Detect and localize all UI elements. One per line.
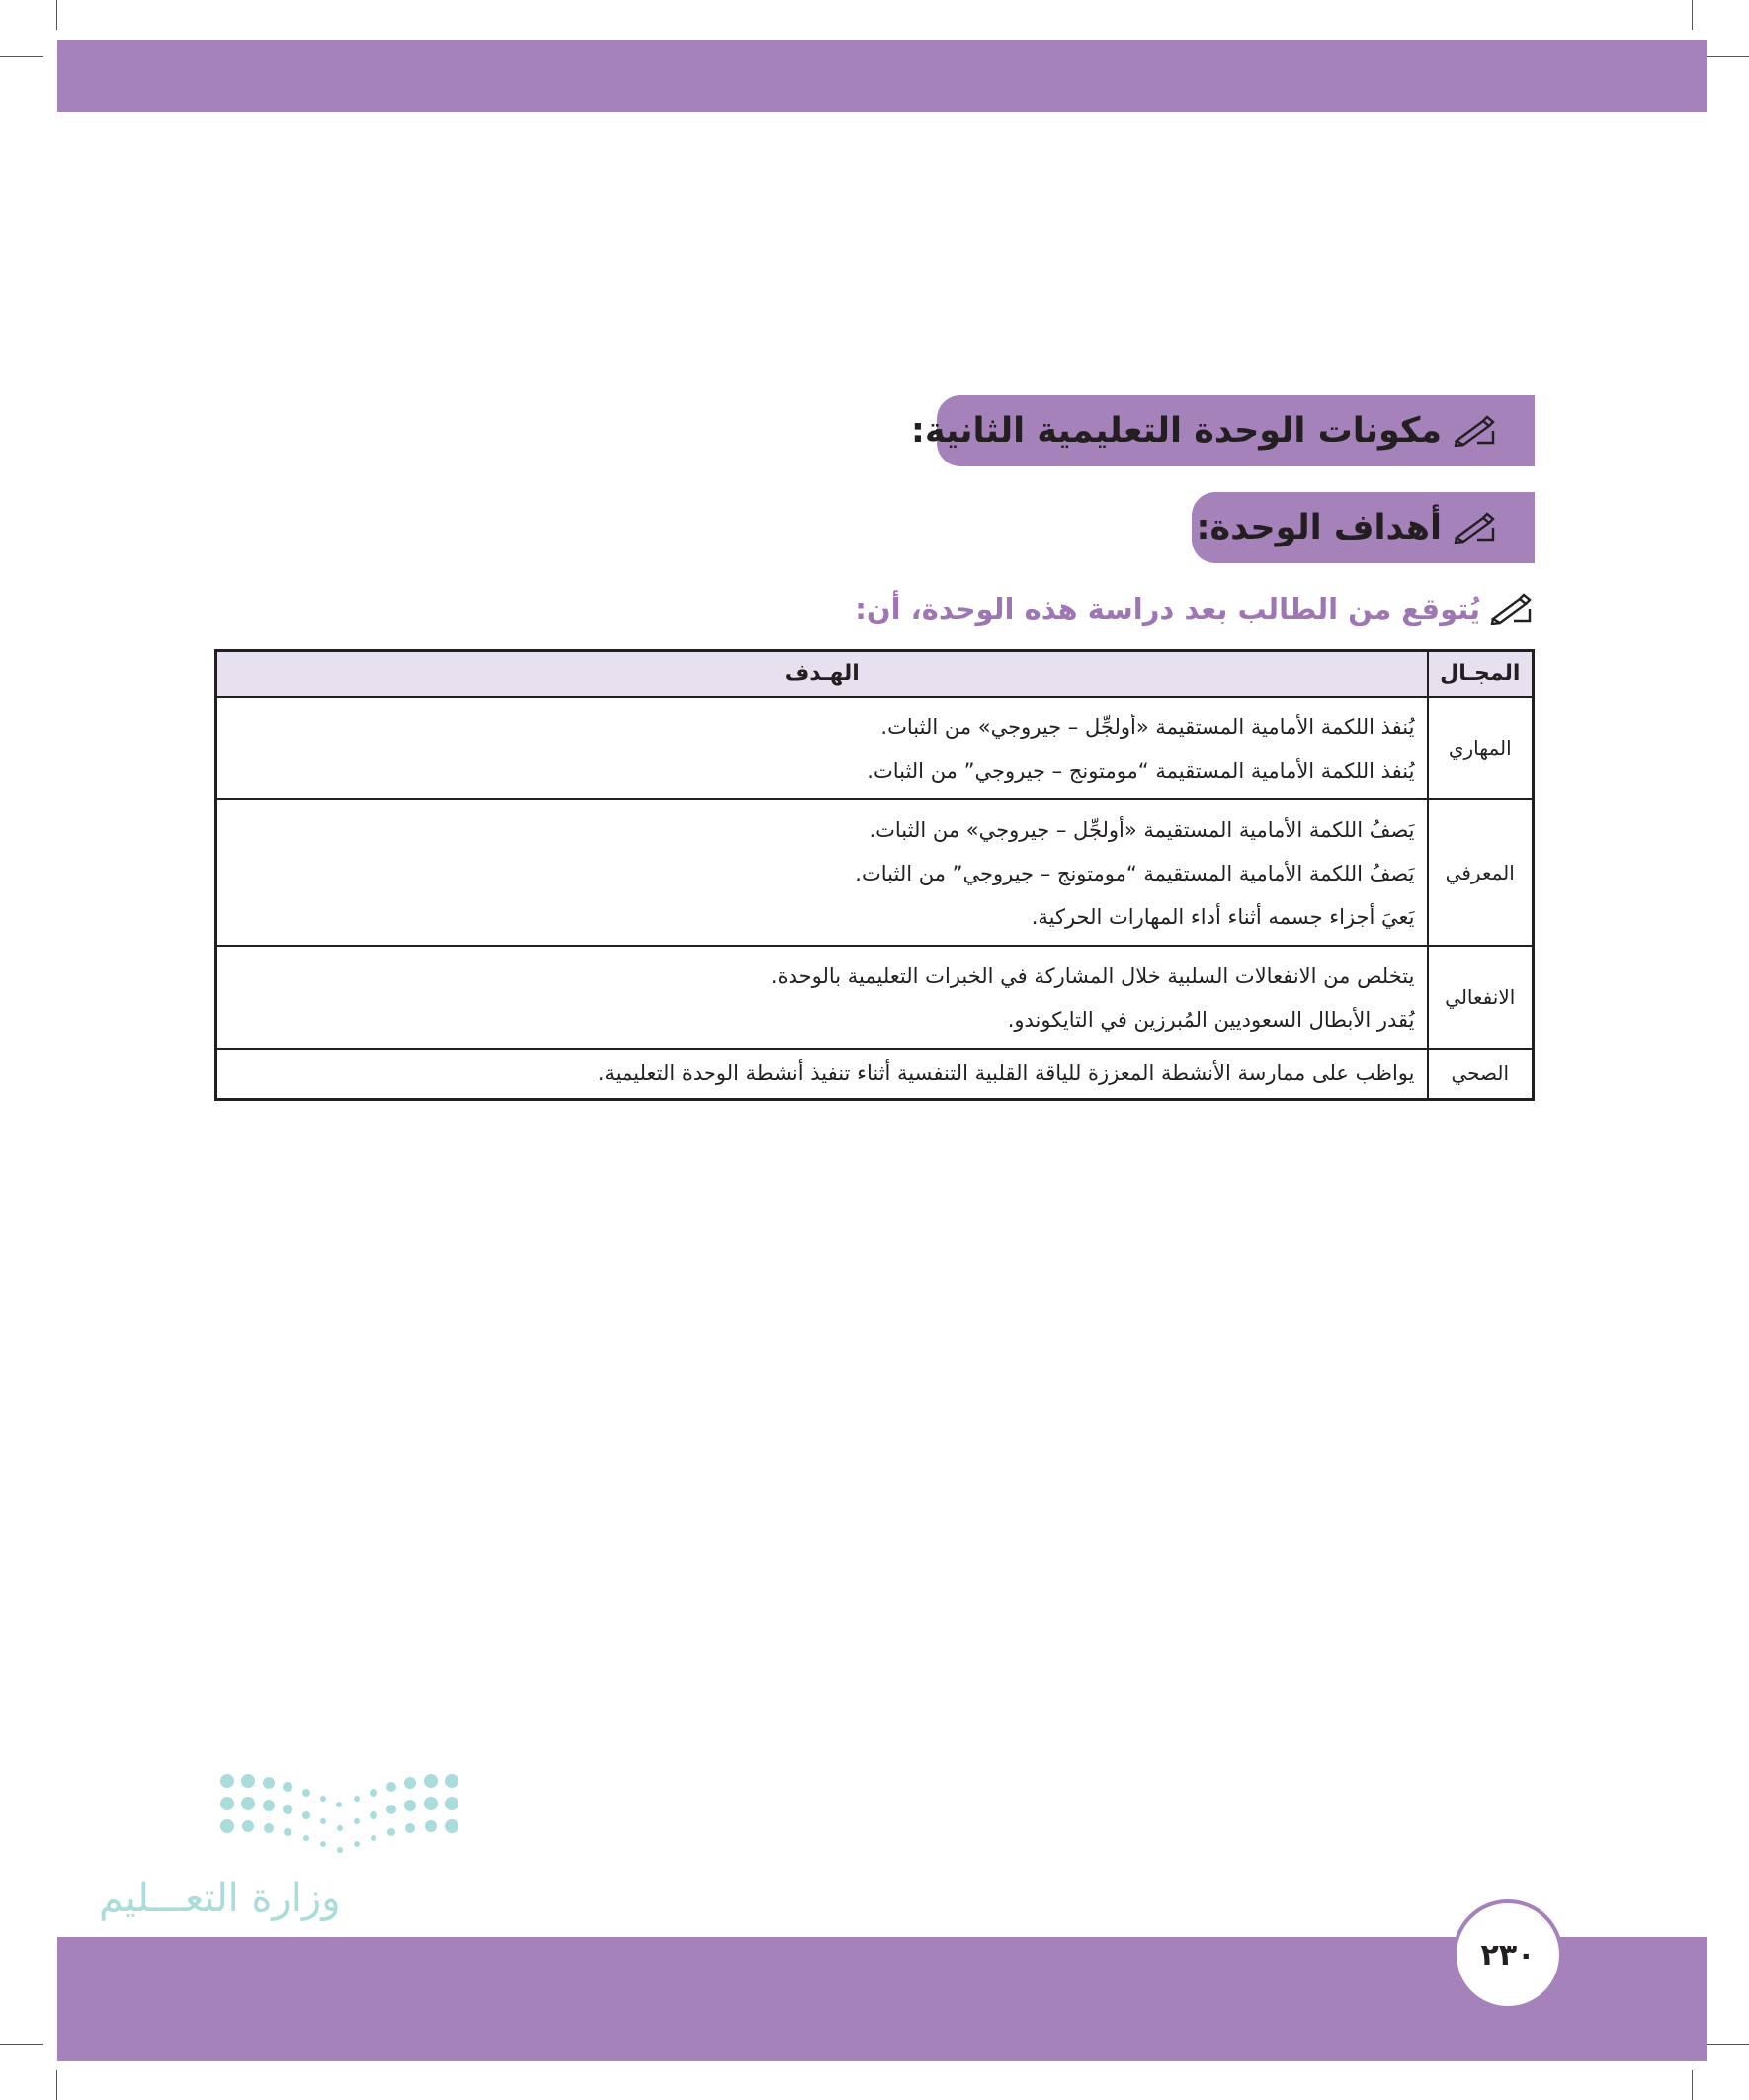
goal-line: يَعيَ أجزاء جسمه أثناء أداء المهارات الحركية. xyxy=(1031,904,1415,929)
goal-line: يواظب على ممارسة الأنشطة المعززة للياقة القلبية التنفسية أثناء تنفيذ أنشطة الوحدة التعليمية. xyxy=(597,1061,1415,1086)
crop-mark-top-right-v xyxy=(1692,0,1693,30)
crop-mark-bottom-right-v xyxy=(1692,2070,1693,2100)
table-header-row xyxy=(216,651,1534,697)
unit-components-heading xyxy=(910,395,1535,466)
table-row xyxy=(216,799,1534,946)
goals-cell xyxy=(216,946,1428,1049)
crop-mark-top-right-h xyxy=(1707,56,1749,57)
goals-cell xyxy=(216,799,1428,946)
goal-line: يُنفذ اللكمة الأمامية المستقيمة “مومتونج – جيروجي” من الثبات. xyxy=(867,758,1415,783)
ministry-logo-text: وزارة التعـــليم xyxy=(99,1876,341,1921)
crop-mark-bottom-left-h xyxy=(0,2044,43,2045)
domain-cell: الانفعالي xyxy=(1428,946,1534,1049)
goals-cell xyxy=(216,1049,1428,1100)
unit-components-title: مكونات الوحدة التعليمية الثانية: xyxy=(910,411,1442,451)
crop-mark-bottom-left-v xyxy=(56,2070,57,2100)
goal-line: يُقدر الأبطال السعوديين المُبرزين في التايكوندو. xyxy=(1007,1007,1415,1032)
goal-line: يُنفذ اللكمة الأمامية المستقيمة «أولجِّل – جيروجي» من الثبات. xyxy=(880,714,1415,739)
header-band xyxy=(57,40,1707,112)
domain-cell: المعرفي xyxy=(1428,799,1534,946)
pen-writing-icon xyxy=(1454,512,1497,544)
crop-mark-top-left-h xyxy=(0,56,43,57)
pen-writing-icon xyxy=(1490,593,1534,625)
unit-objectives-heading xyxy=(1192,492,1535,563)
goal-line: يَصفُ اللكمة الأمامية المستقيمة «أولجِّل – جيروجي» من الثبات. xyxy=(869,817,1415,842)
domain-cell: الصحي xyxy=(1428,1049,1534,1100)
table-row xyxy=(216,1049,1534,1100)
pen-writing-icon xyxy=(1454,415,1497,447)
crop-mark-bottom-right-h xyxy=(1707,2044,1749,2045)
domain-cell: المهاري xyxy=(1428,697,1534,799)
table-row xyxy=(216,946,1534,1049)
goal-line: يتخلص من الانفعالات السلبية خلال المشاركة في الخبرات التعليمية بالوحدة. xyxy=(770,964,1415,988)
goal-line: يَصفُ اللكمة الأمامية المستقيمة “مومتونج – جيروجي” من الثبات. xyxy=(855,861,1415,885)
page-number: ٢٣٠ xyxy=(1453,1899,1563,2010)
goals-cell xyxy=(216,697,1428,799)
unit-objectives-title: أهداف الوحدة: xyxy=(1196,508,1442,547)
header-domain: المجـال xyxy=(1428,651,1534,697)
crop-mark-top-left-v xyxy=(56,0,57,30)
header-goal: الهـدف xyxy=(216,651,1428,697)
intro-line xyxy=(783,583,1534,634)
intro-text: يُتوقع من الطالب بعد دراسة هذه الوحدة، أن: xyxy=(855,592,1480,626)
table-row xyxy=(216,697,1534,799)
objectives-table xyxy=(214,649,1535,1101)
